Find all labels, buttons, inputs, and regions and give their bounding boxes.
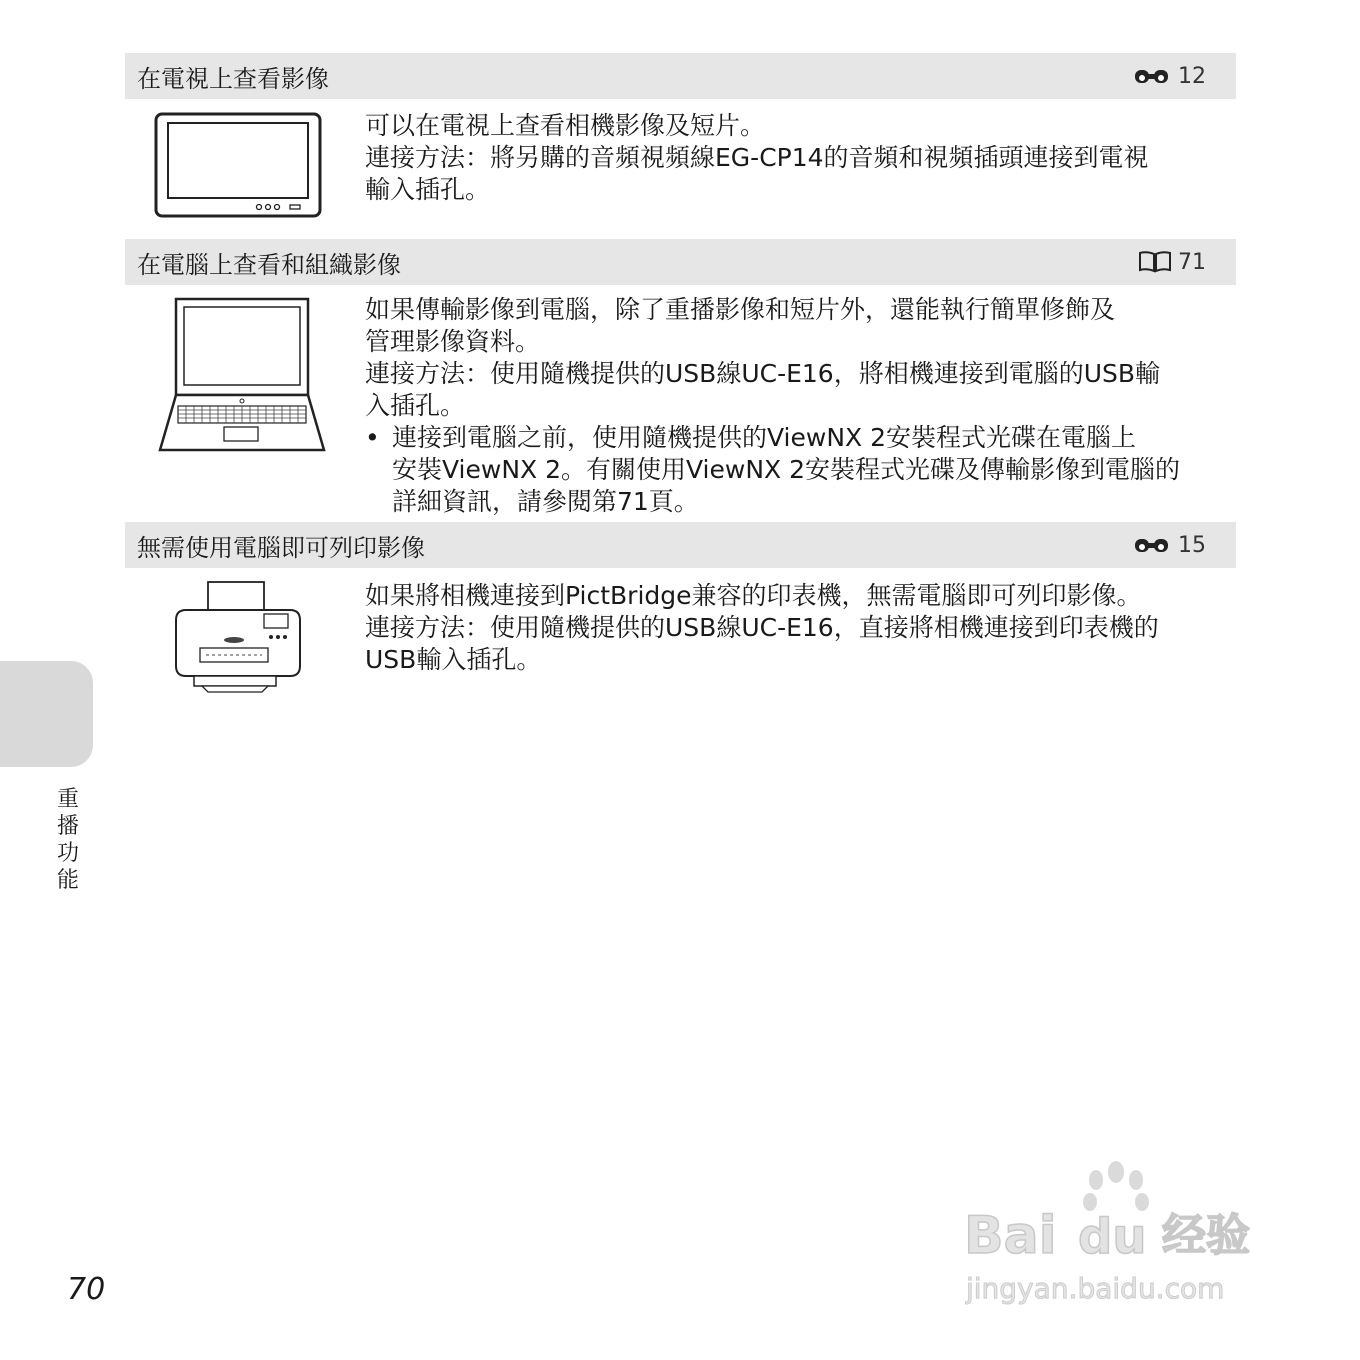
page-number: 70 [67,1272,106,1307]
svg-text:经验: 经验 [1162,1210,1250,1261]
body-line: 管理影像資料。 [365,327,541,356]
body-line: USB輸入插孔。 [365,645,542,674]
reference-page: 15 [1178,532,1206,558]
bullet-line: 詳細資訊，請參閱第71頁。 [392,487,699,516]
chapter-label-char: 重 [56,787,79,812]
chapter-label-char: 功 [56,841,79,866]
section-title: 在電視上查看影像 [137,64,329,93]
reference-page: 12 [1178,63,1206,89]
reference-page: 71 [1178,249,1206,275]
reference-section-icon [1134,66,1172,86]
body-line: 連接方法：將另購的音頻視頻線EG-CP14的音頻和視頻插頭連接到電視 [365,143,1149,172]
chapter-label-char: 能 [56,868,79,893]
section-header-tv [125,53,1236,99]
section-reference [1138,250,1206,275]
section-header-computer [125,239,1236,285]
section-title: 無需使用電腦即可列印影像 [137,533,425,562]
svg-text:Bai: Bai [964,1206,1057,1266]
section-header-printer [125,522,1236,568]
chapter-label-char: 播 [56,814,79,839]
printer-illustration [172,580,304,694]
section-reference [1134,533,1206,558]
bullet-text [392,422,1180,518]
svg-text:du: du [1078,1209,1147,1265]
section-body-tv [365,110,1235,206]
bullet-line: 連接到電腦之前，使用隨機提供的ViewNX 2安裝程式光碟在電腦上 [392,423,1137,452]
baidu-watermark-logo [960,1150,1280,1310]
body-line: 連接方法：使用隨機提供的USB線UC-E16，直接將相機連接到印表機的 [365,613,1159,642]
section-body-computer [365,294,1235,518]
bullet-line: 安裝ViewNX 2。有關使用ViewNX 2安裝程式光碟及傳輸影像到電腦的 [392,455,1181,484]
body-line: 連接方法：使用隨機提供的USB線UC-E16，將相機連接到電腦的USB輸 [365,359,1161,388]
chapter-tab [0,661,93,767]
section-body-printer [365,580,1235,676]
book-icon [1138,250,1172,274]
section-reference [1134,64,1206,89]
reference-section-icon [1134,535,1172,555]
bullet-item [365,422,1235,518]
body-line: 如果傳輸影像到電腦，除了重播影像和短片外，還能執行簡單修飾及 [365,295,1116,324]
laptop-illustration [158,296,326,454]
body-line: 如果將相機連接到PictBridge兼容的印表機，無需電腦即可列印影像。 [365,581,1142,610]
body-line: 輸入插孔。 [365,175,491,204]
chapter-label [56,786,80,894]
bullet-symbol: • [365,423,380,452]
tv-illustration [154,112,322,218]
body-line: 可以在電視上查看相機影像及短片。 [365,111,766,140]
body-line: 入插孔。 [365,391,466,420]
svg-text:jingyan.baidu.com: jingyan.baidu.com [966,1272,1225,1305]
section-title: 在電腦上查看和組織影像 [137,250,401,279]
